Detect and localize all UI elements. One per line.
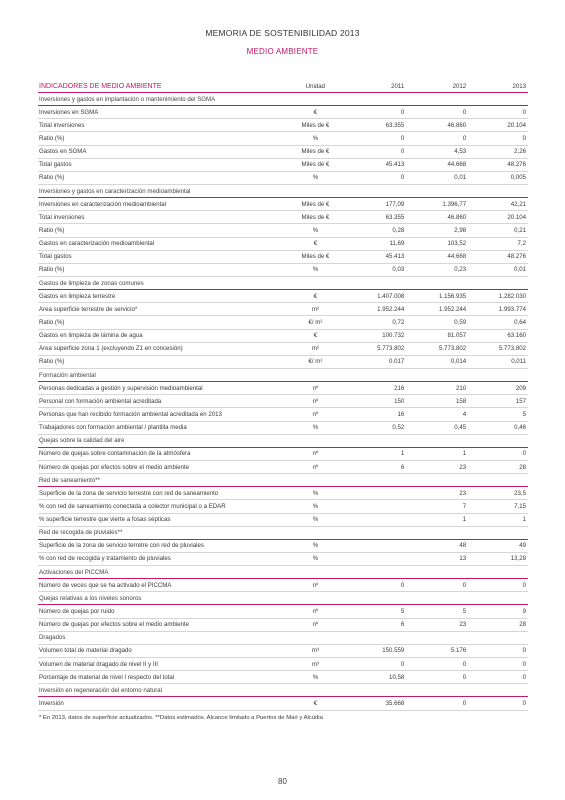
value-cell: 157: [515, 397, 526, 405]
value-cell: 1.156.935: [439, 292, 467, 300]
table-row: [38, 382, 528, 395]
indicator-label: % con red de recogida y tratamiento de pluviales: [39, 555, 171, 563]
unit-cell: Miles de €: [301, 148, 330, 156]
table-group-row: [38, 369, 528, 382]
table-row: [38, 316, 528, 329]
value-cell: 1: [462, 516, 467, 524]
indicator-label: Personal con formación ambiental acreditada: [39, 397, 162, 405]
value-cell: 0: [522, 660, 526, 668]
value-cell: 49: [519, 542, 526, 550]
indicator-label: % superficie terrestre que vierte a fosas sépticas: [39, 516, 171, 524]
value-cell: 209: [515, 384, 526, 392]
table-row: [38, 330, 528, 343]
value-cell: 7,15: [514, 502, 526, 510]
value-cell: 7,2: [517, 240, 526, 248]
indicator-label: Inversiones en caracterización medioambiental: [39, 200, 167, 208]
indicator-label: Superficie de la zona de servicio terretre con red de pluviales: [39, 542, 204, 550]
table-row: [38, 500, 528, 513]
value-cell: 4,53: [454, 148, 467, 156]
value-cell: 0: [400, 134, 405, 142]
value-cell: 0: [522, 134, 526, 142]
group-label: Formación ambiental: [39, 371, 96, 379]
value-cell: 63.160: [507, 332, 526, 340]
indicators-table: [38, 80, 528, 711]
value-cell: 1.952.244: [377, 305, 405, 313]
value-cell: 0,01: [454, 174, 467, 182]
indicator-label: Ratio (%): [39, 358, 65, 366]
group-label: Gastos de limpieza de zonas comunes: [39, 279, 144, 287]
value-cell: 0: [462, 660, 467, 668]
value-cell: 0: [522, 450, 526, 458]
unit-cell: nº: [312, 410, 319, 418]
value-cell: 0: [400, 581, 405, 589]
unit-cell: %: [312, 424, 319, 432]
value-cell: 16: [397, 410, 405, 418]
value-cell: 177,09: [385, 200, 405, 208]
document-title: MEMORIA DE SOSTENIBILIDAD 2013: [205, 28, 360, 38]
group-label: Activaciones del PICCMA: [39, 568, 109, 576]
value-cell: 0,005: [510, 174, 526, 182]
unit-cell: %: [312, 673, 319, 681]
value-cell: 13: [459, 555, 467, 563]
table-row: [38, 238, 528, 251]
unit-cell: %: [312, 489, 319, 497]
value-cell: 20.104: [507, 213, 526, 221]
indicator-label: Número de quejas sobre contaminación de la atmósfera: [39, 450, 191, 458]
table-row: [38, 303, 528, 316]
indicator-label: Número de veces que se ha activado el PICCMA: [39, 581, 172, 589]
group-label: Quejas sobre la calidad del aire: [39, 437, 125, 445]
table-row: [38, 448, 528, 461]
value-cell: 0: [400, 108, 405, 116]
indicator-label: Inversiones en SGMA: [39, 108, 99, 116]
indicator-label: Gastos en caracterización medioambiental: [39, 240, 155, 248]
indicator-label: Número de quejas por efectos sobre el medio ambiente: [39, 463, 190, 471]
value-cell: 0: [522, 673, 526, 681]
value-cell: 5.773.802: [377, 345, 405, 353]
value-cell: 4: [462, 410, 467, 418]
value-cell: 0: [400, 148, 405, 156]
value-cell: 0.017: [389, 358, 405, 366]
indicator-label: Ratio (%): [39, 226, 65, 234]
value-cell: 6: [400, 621, 405, 629]
value-cell: 48: [459, 542, 467, 550]
table-row: [38, 697, 528, 710]
value-cell: 1: [462, 450, 467, 458]
unit-cell: nº: [312, 450, 319, 458]
indicator-label: Número de quejas por efectos sobre el medio ambiente: [39, 621, 190, 629]
value-cell: 23: [459, 621, 467, 629]
unit-cell: %: [312, 502, 319, 510]
table-row: [38, 211, 528, 224]
year-column-header: 2013: [512, 82, 526, 90]
indicator-label: Gastos en SGMA: [39, 148, 87, 156]
value-cell: 46.860: [447, 121, 467, 129]
value-cell: 23: [459, 489, 467, 497]
value-cell: 48.276: [507, 161, 526, 169]
table-group-row: [38, 185, 528, 198]
value-cell: 45.413: [385, 161, 405, 169]
table-row: [38, 514, 528, 527]
group-label: Quejas relativas a los niveles sonoros: [39, 594, 142, 602]
value-cell: 7: [462, 502, 467, 510]
indicator-label: Área superficie terrestre de servicio*: [39, 305, 138, 313]
unit-cell: €/ m²: [308, 358, 323, 366]
table-row: [38, 553, 528, 566]
table-row: [38, 487, 528, 500]
value-cell: 0: [522, 581, 526, 589]
unit-cell: Miles de €: [301, 213, 330, 221]
indicator-label: Área superficie zona 1 (excluyendo Z1 en concesión): [39, 345, 183, 353]
indicator-label: Total inversiones: [39, 213, 85, 221]
table-row: [38, 264, 528, 277]
table-row: [38, 172, 528, 185]
table-row: [38, 356, 528, 369]
table-row: [38, 645, 528, 658]
value-cell: 0,03: [392, 266, 405, 274]
value-cell: 5.773.802: [498, 345, 526, 353]
unit-cell: m²: [311, 305, 319, 313]
unit-cell: m³: [311, 647, 319, 655]
year-column-header: 2011: [391, 82, 405, 90]
unit-cell: nº: [312, 621, 319, 629]
value-cell: 23: [459, 463, 467, 471]
indicator-label: Número de quejas por ruido: [39, 608, 115, 616]
table-row: [38, 132, 528, 145]
value-cell: 158: [455, 397, 467, 405]
table-row: [38, 146, 528, 159]
table-group-row: [38, 684, 528, 697]
table-group-row: [38, 93, 528, 106]
unit-cell: €: [313, 700, 318, 708]
table-row: [38, 619, 528, 632]
value-cell: 2,26: [514, 148, 526, 156]
unit-cell: €: [313, 292, 318, 300]
unit-cell: Miles de €: [301, 200, 330, 208]
value-cell: 0: [522, 108, 526, 116]
value-cell: 0,23: [454, 266, 467, 274]
table-row: [38, 290, 528, 303]
value-cell: 28: [519, 463, 526, 471]
table-row: [38, 461, 528, 474]
unit-cell: nº: [312, 581, 319, 589]
table-row: [38, 251, 528, 264]
table-row: [38, 540, 528, 553]
value-cell: 5.773.802: [439, 345, 467, 353]
value-cell: 20.104: [507, 121, 526, 129]
value-cell: 1: [522, 516, 526, 524]
unit-cell: Miles de €: [301, 161, 330, 169]
value-cell: 0: [462, 134, 467, 142]
value-cell: 0,59: [454, 318, 467, 326]
indicator-label: Ratio (%): [39, 318, 65, 326]
unit-cell: %: [312, 516, 319, 524]
value-cell: 0,64: [514, 318, 526, 326]
value-cell: 63.355: [385, 213, 405, 221]
value-cell: 42,21: [510, 200, 526, 208]
indicator-label: Total gastos: [39, 161, 72, 169]
table-row: [38, 605, 528, 618]
value-cell: 35.668: [385, 700, 405, 708]
indicator-label: Total gastos: [39, 253, 72, 261]
value-cell: 9: [522, 608, 526, 616]
value-cell: 0: [522, 700, 526, 708]
unit-cell: €: [313, 240, 318, 248]
page-number: 80: [278, 777, 287, 786]
value-cell: 45.413: [385, 253, 405, 261]
value-cell: 1.282.030: [498, 292, 526, 300]
unit-cell: m³: [311, 660, 319, 668]
value-cell: 0,014: [450, 358, 467, 366]
unit-column-header: Unidad: [305, 82, 326, 90]
group-label: Red de recogida de pluviales**: [39, 529, 123, 537]
value-cell: 0: [522, 647, 526, 655]
table-row: [38, 408, 528, 421]
value-cell: 0,011: [511, 358, 526, 366]
unit-cell: %: [312, 542, 319, 550]
value-cell: 0,52: [392, 424, 405, 432]
table-row: [38, 658, 528, 671]
value-cell: 13,28: [510, 555, 526, 563]
table-group-row: [38, 527, 528, 540]
value-cell: 5.176: [450, 647, 467, 655]
unit-cell: nº: [312, 397, 319, 405]
footnote: * En 2013, datos de superficie actualizados. **Datos estimados. Alcance limitado a Puertos de Maó y Alcúdia: [39, 715, 323, 721]
value-cell: 5: [522, 410, 526, 418]
unit-cell: nº: [312, 608, 319, 616]
value-cell: 11,69: [389, 240, 405, 248]
indicator-label: Volumen total de material dragado: [39, 647, 132, 655]
table-group-row: [38, 632, 528, 645]
value-cell: 0,01: [514, 266, 526, 274]
section-title: MEDIO AMBIENTE: [246, 47, 319, 56]
value-cell: 0,46: [514, 424, 526, 432]
indicator-label: Gastos en limpieza de lámina de agua: [39, 332, 143, 340]
value-cell: 10,58: [389, 673, 405, 681]
table-title: INDICADORES DE MEDIO AMBIENTE: [39, 82, 162, 90]
value-cell: 1.952.244: [439, 305, 467, 313]
table-row: [38, 106, 528, 119]
value-cell: 44.668: [447, 161, 467, 169]
value-cell: 1.396,77: [442, 200, 467, 208]
unit-cell: %: [312, 555, 319, 563]
unit-cell: nº: [312, 463, 319, 471]
indicator-label: Ratio (%): [39, 174, 65, 182]
value-cell: 0: [400, 174, 405, 182]
value-cell: 6: [400, 463, 405, 471]
indicator-label: Personas que han recibido formación ambiental acreditada en 2013: [39, 410, 222, 418]
unit-cell: %: [312, 134, 319, 142]
table-group-row: [38, 474, 528, 487]
value-cell: 81.057: [447, 332, 467, 340]
value-cell: 48.276: [507, 253, 526, 261]
indicator-label: Porcentaje de material de nivel I respecto del total: [39, 673, 175, 681]
table-group-row: [38, 277, 528, 290]
indicator-label: Trabajadores con formación ambiental / plantilla media: [39, 424, 187, 432]
value-cell: 0,72: [392, 318, 405, 326]
value-cell: 23,5: [514, 489, 526, 497]
value-cell: 63.355: [385, 121, 405, 129]
indicator-label: Gastos en limpieza terrestre: [39, 292, 116, 300]
value-cell: 0,28: [392, 226, 405, 234]
value-cell: 150: [394, 397, 405, 405]
unit-cell: Miles de €: [301, 253, 330, 261]
value-cell: 103,52: [447, 240, 467, 248]
value-cell: 0: [462, 700, 467, 708]
value-cell: 5: [400, 608, 405, 616]
group-label: Inversiones y gastos en caracterización medioambiental: [39, 187, 191, 195]
table-row: [38, 119, 528, 132]
indicator-label: Ratio (%): [39, 134, 65, 142]
group-label: Inversión en regeneración del entorno natural: [39, 686, 162, 694]
unit-cell: €: [313, 332, 318, 340]
group-label: Red de saneamiento**: [39, 476, 100, 484]
value-cell: 216: [394, 384, 405, 392]
value-cell: 46.860: [447, 213, 467, 221]
unit-cell: %: [312, 226, 319, 234]
table-group-row: [38, 566, 528, 579]
indicator-label: Personas dedicadas a gestión y supervisión medioambiental: [39, 384, 203, 392]
value-cell: 28: [519, 621, 526, 629]
indicator-label: Volumen de material dragado de nivel II y III: [39, 660, 158, 668]
indicator-label: Total inversiones: [39, 121, 85, 129]
group-label: Dragados: [39, 634, 66, 642]
table-row: [38, 159, 528, 172]
unit-cell: Miles de €: [301, 121, 330, 129]
table-row: [38, 343, 528, 356]
table-header-row: [38, 80, 528, 93]
value-cell: 150.559: [382, 647, 405, 655]
indicator-label: % con red de saneamiento conectada a colector municipal o a EDAR: [39, 502, 226, 510]
value-cell: 2,98: [454, 226, 467, 234]
value-cell: 1.993.774: [498, 305, 526, 313]
value-cell: 0,21: [514, 226, 526, 234]
table-body: [38, 93, 528, 711]
unit-cell: m²: [311, 345, 319, 353]
value-cell: 0: [462, 581, 467, 589]
value-cell: 1.407.008: [377, 292, 405, 300]
indicator-label: Ratio (%): [39, 266, 65, 274]
group-label: Inversiones y gastos en implantación o mantenimiento del SGMA: [39, 95, 216, 103]
value-cell: 0,45: [454, 424, 467, 432]
unit-cell: %: [312, 174, 319, 182]
unit-cell: %: [312, 266, 319, 274]
value-cell: 1: [400, 450, 405, 458]
unit-cell: nº: [312, 384, 319, 392]
table-row: [38, 579, 528, 592]
indicator-label: Superficie de la zona de servicio terrestre con red de saneamiento: [39, 489, 219, 497]
unit-cell: €: [313, 108, 318, 116]
value-cell: 210: [455, 384, 467, 392]
table-row: [38, 422, 528, 435]
value-cell: 5: [462, 608, 467, 616]
value-cell: 0: [400, 660, 405, 668]
table-row: [38, 224, 528, 237]
value-cell: 100.732: [382, 332, 405, 340]
indicator-label: Inversión: [39, 700, 64, 708]
value-cell: 44.668: [447, 253, 467, 261]
table-group-row: [38, 592, 528, 605]
value-cell: 0: [462, 108, 467, 116]
unit-cell: €/ m²: [308, 318, 323, 326]
value-cell: 0: [462, 673, 467, 681]
table-row: [38, 671, 528, 684]
table-row: [38, 198, 528, 211]
table-group-row: [38, 435, 528, 448]
year-column-header: 2012: [452, 82, 467, 90]
table-row: [38, 395, 528, 408]
